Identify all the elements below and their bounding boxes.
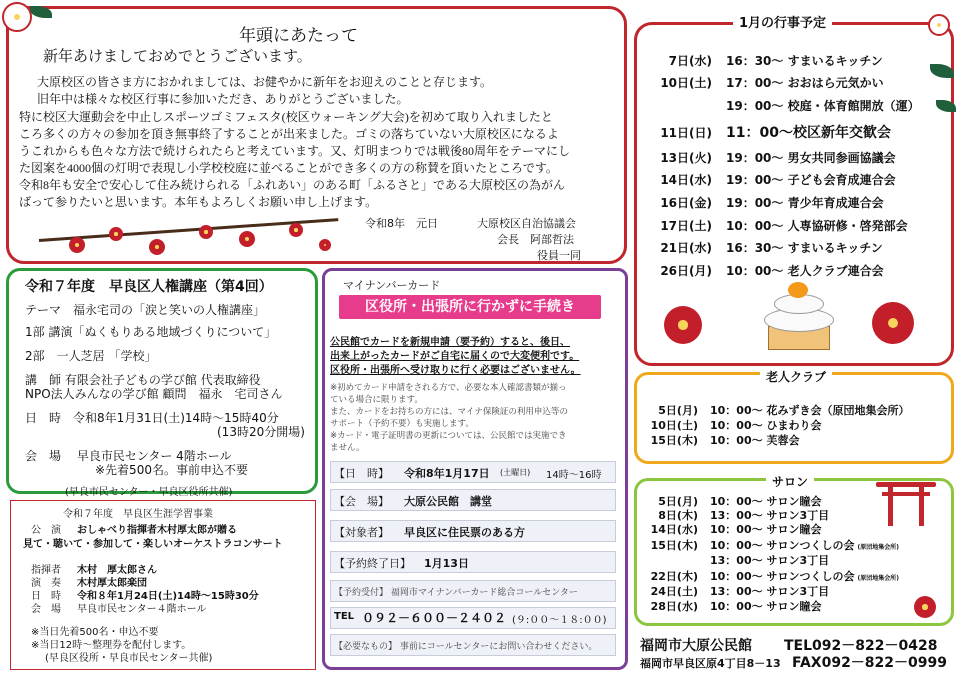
mynumber-items: 【必要なもの】 事前にコールセンターにお問い合わせください。: [334, 642, 598, 652]
jinken-venue: 会 場 早良市民センター 4階ホール: [25, 449, 232, 463]
jinken-datetime: (13時20分開場): [217, 425, 305, 439]
lifelong-header: 令和７年度 早良区生涯学習事業: [63, 509, 213, 520]
greeting-line: 旧年中は様々な校区行事に参加いただき、ありがとうございました。: [37, 92, 409, 106]
mynumber-date-label: 【日 時】: [334, 467, 389, 480]
lifelong-note: ※当日先着500名・申込不要: [31, 627, 159, 638]
mynumber-venue-label: 【会 場】: [334, 495, 389, 508]
greeting-line: ばって参りたいと思います。本年もよろしくお願い申し上げます。: [19, 195, 378, 209]
footer-address: 福岡市早良区原4丁目8－13: [640, 657, 781, 670]
mynumber-header: マイナンバーカード: [343, 279, 441, 292]
salon-item: 14日(水) 10：00～ サロン瞳会: [650, 523, 822, 536]
lifelong-row-label: 演 奏: [31, 578, 61, 589]
mynumber-warning: 区役所・出張所へ受け取りに行く必要はございません。: [330, 365, 581, 376]
mynumber-target-label: 【対象者】: [334, 526, 389, 539]
greeting-line: ころ多くの方々の参加を頂き無事終了することが出来ました。ゴミの落ちていない大原校区になるよ: [19, 127, 559, 141]
greeting-panel: [6, 6, 627, 264]
salon-title: サロン: [766, 473, 814, 490]
mynumber-note: ※カード・電子証明書の更新については、公民館では実施でき: [330, 431, 567, 441]
lifelong-perf-title: おしゃべり指揮者木村厚太郎が贈る: [77, 525, 237, 536]
event-item: 10日(土) 17：00～ おおはら元気かい: [660, 76, 884, 90]
event-item: 16日(金) 19：00～ 青少年育成連合会: [660, 196, 884, 210]
event-item: 19：00～ 校庭・体育館開放（運）: [726, 99, 920, 113]
lifelong-perf-sub: 見て・聴いて・参加して・楽しいオーケストラコンサート: [23, 539, 283, 550]
lifelong-row-label: 指揮者: [31, 565, 61, 576]
mynumber-tel-label: TEL: [334, 611, 355, 622]
jinken-note: ※先着500名。事前申込不要: [95, 463, 248, 477]
mynumber-note: ている場合に限ります。: [330, 395, 423, 405]
plum-flower-icon: [319, 239, 331, 251]
rojin-item: 15日(木) 10：00～ 芙蓉会: [650, 434, 800, 447]
jinken-lecturer: NPO法人みんなの学び館 顧問 福永 宅司さん: [25, 387, 283, 401]
event-item: 26日(月) 10：00～ 老人クラブ連合会: [660, 264, 884, 278]
jinken-part1: 1部 講演「ぬくもりある地域づくりについて」: [25, 325, 277, 339]
plum-flower-icon: [928, 14, 950, 36]
lifelong-panel: [10, 500, 316, 670]
lifelong-perf-label: 公 演: [31, 525, 61, 536]
event-item: 13日(火) 19：00～ 男女共同参画協議会: [660, 151, 896, 165]
mynumber-deadline-value: 1月13日: [424, 557, 469, 570]
salon-item: 22日(木) 10：00～ サロンつくしの会 (原団地集会所): [650, 570, 899, 583]
plum-flower-icon: [914, 596, 936, 618]
mynumber-banner: 区役所・出張所に行かずに手続き: [339, 295, 601, 319]
greeting-org: 大原校区自治協議会: [477, 217, 576, 230]
mynumber-deadline-label: 【予約終了日】: [334, 557, 411, 570]
jinken-part2: 2部 一人芝居 「学校」: [25, 349, 157, 363]
mynumber-target-value: 早良区に住民票のある方: [404, 526, 525, 539]
event-item-highlight: 11日(日) 11：00～校区新年交歓会: [660, 125, 891, 141]
event-item: 17日(土) 10：00～ 人専協研修・啓発部会: [660, 219, 908, 233]
greeting-line: うこれからも色々な方法で続けられたらと考えています。又、灯明まつりでは戦後80周年をテーマにし: [19, 144, 571, 158]
salon-item: 5日(月) 10：00～ サロン瞳会: [658, 495, 822, 508]
jinken-lecturer: 講 師 有限会社子どもの学び館 代表取締役: [25, 373, 261, 387]
lifelong-row-value: 木村 厚太郎さん: [77, 565, 157, 576]
mynumber-warning: 公民館でカードを新規申請（要予約）すると、後日、: [330, 337, 570, 348]
greeting-signature: 役員一同: [537, 249, 581, 262]
event-item: 14日(水) 19：00～ 子ども会育成連合会: [660, 173, 896, 187]
events-title: 1月の行事予定: [733, 12, 832, 31]
greeting-line: た図案を4000個の灯明で表現し小学校校庭に並べることができ多くの方の称賛を頂いたところです。: [19, 161, 558, 175]
mynumber-tel-hours: (９:００～１８:００): [512, 615, 607, 626]
jinken-theme: テーマ 福永宅司の「涙と笑いの人権講座」: [25, 303, 266, 317]
plum-flower-icon: [149, 239, 165, 255]
greeting-signature: 会長 阿部哲法: [497, 233, 574, 246]
salon-item: 13：00～ サロン3丁目: [710, 554, 830, 567]
plum-flower-icon: [664, 306, 702, 344]
greeting-line: 令和8年も安全で安心して住み続けられる「ふれあい」のある町「ふるさと」である大原校区の為がん: [19, 178, 566, 192]
mynumber-note: ません。: [330, 443, 365, 453]
lifelong-note: (早良区役所・早良市民センター共催): [45, 653, 213, 664]
mynumber-note: サポート（予約不要）も実施します。: [330, 419, 474, 429]
lifelong-note: ※当日12時～整理券を配付します。: [31, 640, 192, 651]
plum-flower-icon: [69, 237, 85, 253]
footer-fax: FAX092－822－0999: [792, 655, 947, 671]
rojin-title: 老人クラブ: [760, 368, 832, 385]
plum-flower-icon: [872, 302, 914, 344]
plum-flower-icon: [239, 231, 255, 247]
rojin-item: 5日(月) 10：00～ 花みずき会（原団地集会所）: [658, 404, 910, 417]
jinken-sponsor: (早良市民センター・早良区役所共催): [65, 487, 233, 498]
greeting-date: 令和8年 元日: [365, 217, 438, 230]
greeting-title: 年頭にあたって: [239, 26, 358, 45]
event-item: 21日(水) 16：30～ すまいるキッチン: [660, 241, 883, 255]
lifelong-row-value: 木村厚太郎楽団: [77, 578, 147, 589]
footer-tel: TEL092－822－0428: [784, 638, 938, 654]
jinken-panel: [6, 268, 318, 498]
greeting-line: 特に校区大運動会を中止しスポーツゴミフェスタ(校区ウォーキング大会)を初めて取り入れましたと: [19, 110, 553, 124]
rojin-item: 10日(土) 10：00～ ひまわり会: [650, 419, 822, 432]
mynumber-reserve: 【予約受付】 福岡市マイナンバーカード総合コールセンター: [334, 588, 578, 598]
mynumber-warning: 出来上がったカードがご自宅に届くので大変便利です。: [330, 351, 580, 362]
mynumber-date-value: 令和8年1月17日: [404, 467, 490, 480]
mynumber-tel-value: ０９２－６００－２４０２: [362, 611, 507, 625]
mynumber-note: また、カードをお持ちの方には、マイナ保険証の利用申込等の: [330, 407, 568, 417]
mynumber-note: ※初めてカード申請をされる方で、必要な本人確認書類が揃っ: [330, 383, 567, 393]
event-item: 7日(水) 16：30～ すまいるキッチン: [668, 54, 883, 68]
plum-flower-icon: [109, 227, 123, 241]
greeting-lead: 新年あけましておめでとうございます。: [43, 49, 312, 65]
lifelong-row-label: 会 場: [31, 604, 61, 615]
jinken-datetime: 日 時 令和8年1月31日(土)14時～15時40分: [25, 411, 279, 425]
salon-item: 8日(木) 13：00～ サロン3丁目: [658, 509, 830, 522]
plum-flower-icon: [289, 223, 303, 237]
plum-flower-icon: [199, 225, 213, 239]
plum-flower-icon: [2, 2, 32, 32]
salon-item: 28日(水) 10：00～ サロン瞳会: [650, 600, 822, 613]
lifelong-row-value: 令和８年1月24日(土)14時～15時30分: [77, 591, 259, 602]
jinken-title: 令和７年度 早良区人権講座（第4回）: [25, 279, 273, 295]
mynumber-date-day: (土曜日): [500, 468, 531, 477]
lifelong-row-label: 日 時: [31, 591, 61, 602]
salon-item: 24日(土) 13：00～ サロン3丁目: [650, 585, 830, 598]
mynumber-date-time: 14時～16時: [546, 470, 602, 481]
greeting-line: 大原校区の皆さま方におかれましては、お健やかに新年をお迎えのことと存じます。: [37, 75, 493, 89]
kagami-mochi-icon: [760, 282, 836, 352]
torii-icon: [876, 482, 936, 526]
footer-name: 福岡市大原公民館: [640, 638, 752, 654]
mynumber-venue-value: 大原公民館 講堂: [404, 495, 492, 508]
lifelong-row-value: 早良市民センター４階ホール: [77, 604, 207, 615]
salon-item: 15日(木) 10：00～ サロンつくしの会 (原団地集会所): [650, 539, 899, 552]
